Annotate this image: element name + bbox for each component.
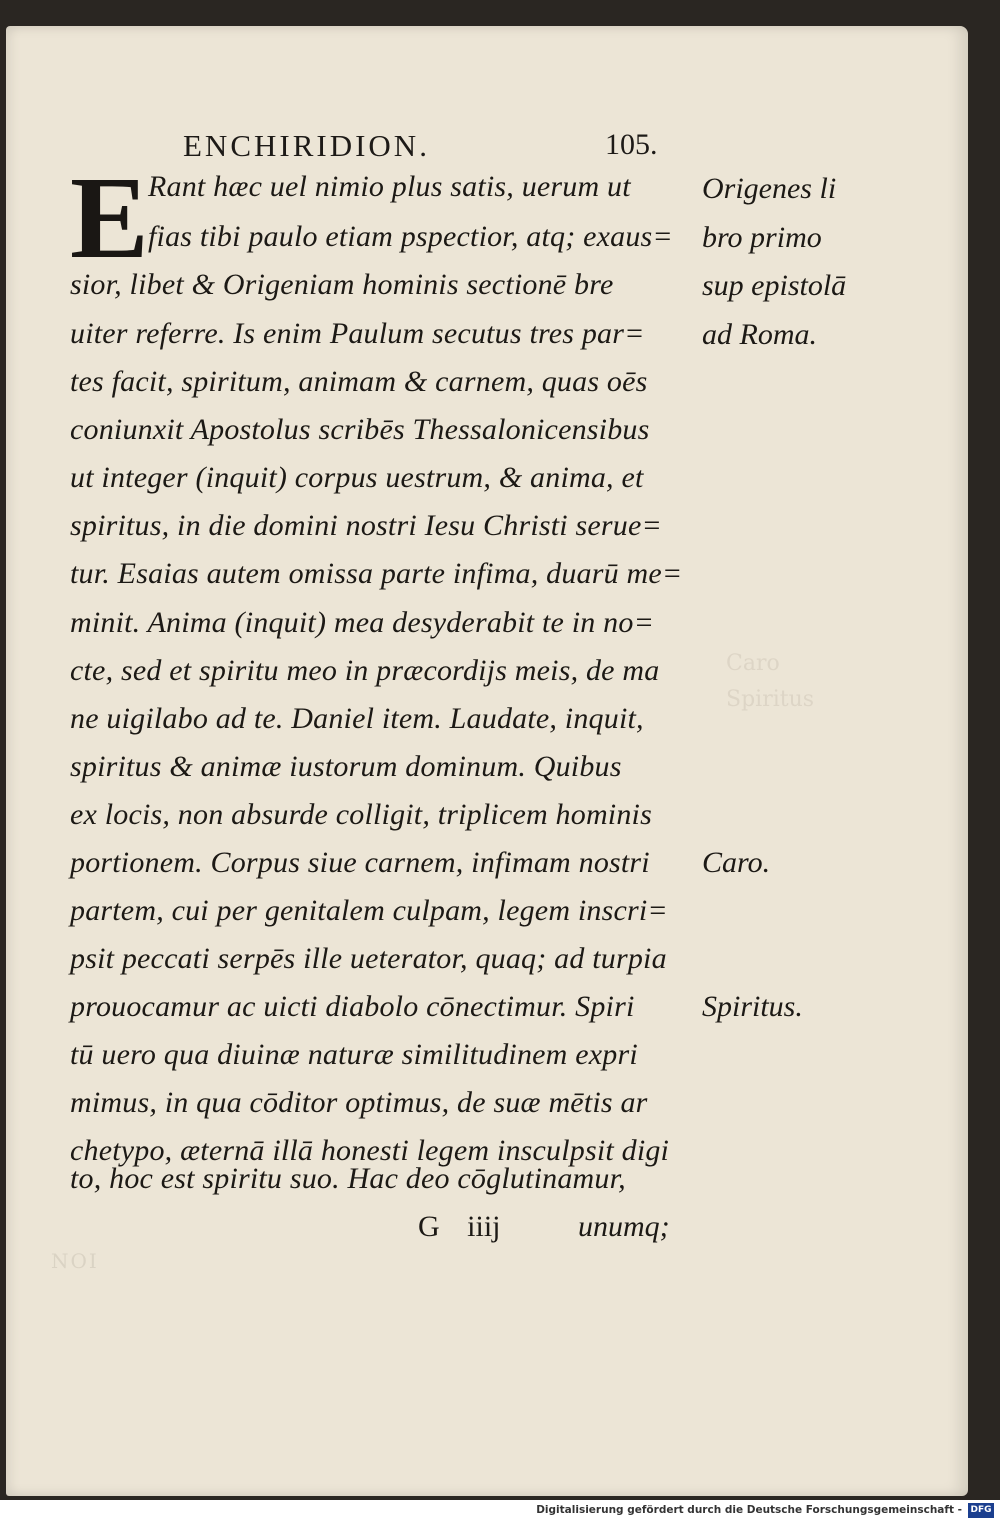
body-line: partem, cui per genitalem culpam, legem inscri= [70,894,668,927]
body-line: to, hoc est spiritu suo. Hac deo cōglutinamur, [70,1162,626,1195]
marginal-note: Caro. [702,846,771,879]
marginal-note: bro primo [702,221,822,254]
body-line: cte, sed et spiritu meo in præcordijs meis, de ma [70,654,660,687]
body-line: coniunxit Apostolus scribēs Thessalonicensibus [70,413,650,446]
drop-initial: E [70,152,149,283]
body-line: spiritus & animæ iustorum dominum. Quibus [70,750,622,783]
body-line: uiter referre. Is enim Paulum secutus tres par= [70,317,645,350]
bleed-through-text: Caro Spiritus [726,651,815,712]
marginal-note: Origenes li [702,172,837,205]
body-line: mimus, in qua cōditor optimus, de suæ mētis ar [70,1086,648,1119]
marginal-note: sup epistolā [702,269,847,302]
marginal-note: Spiritus. [702,990,803,1023]
digitization-credit: Digitalisierung gefördert durch die Deutsche Forschungsgemeinschaft - [536,1504,962,1516]
body-line: prouocamur ac uicti diabolo cōnectimur. Spiri [70,990,635,1023]
marginal-note: ad Roma. [702,318,817,351]
body-line: Rant hæc uel nimio plus satis, uerum ut [148,170,631,203]
body-line: minit. Anima (inquit) mea desyderabit te in no= [70,606,655,639]
body-line: tes facit, spiritum, animam & carnem, quas oēs [70,365,648,398]
signature-mark: G iiij [418,1210,501,1243]
body-line: sior, libet & Origeniam hominis sectionē bre [70,268,614,301]
bleed-through-signature: NOI [51,1249,99,1273]
page-number: 105. [605,128,658,161]
body-line: ne uigilabo ad te. Daniel item. Laudate, inquit, [70,702,644,735]
dfg-logo: DFG [968,1503,994,1518]
running-head: ENCHIRIDION. [183,128,430,163]
body-line: tur. Esaias autem omissa parte infima, duarū me= [70,557,683,590]
body-line: chetypo, æternā illā honesti legem insculpsit digi [70,1134,670,1167]
body-line: spiritus, in die domini nostri Iesu Christi serue= [70,509,662,542]
body-line: ut integer (inquit) corpus uestrum, & anima, et [70,461,644,494]
body-line: fias tibi paulo etiam pspectior, atq; exaus= [148,220,673,253]
body-line: tū uero qua diuinæ naturæ similitudinem expri [70,1038,638,1071]
body-line: ex locis, non absurde colligit, triplicem hominis [70,798,652,831]
body-line: psit peccati serpēs ille ueterator, quaq; ad turpia [70,942,667,975]
footer-bar [0,1500,1000,1523]
catchword: unumq; [578,1210,670,1243]
body-line: portionem. Corpus siue carnem, infimam nostri [70,846,650,879]
